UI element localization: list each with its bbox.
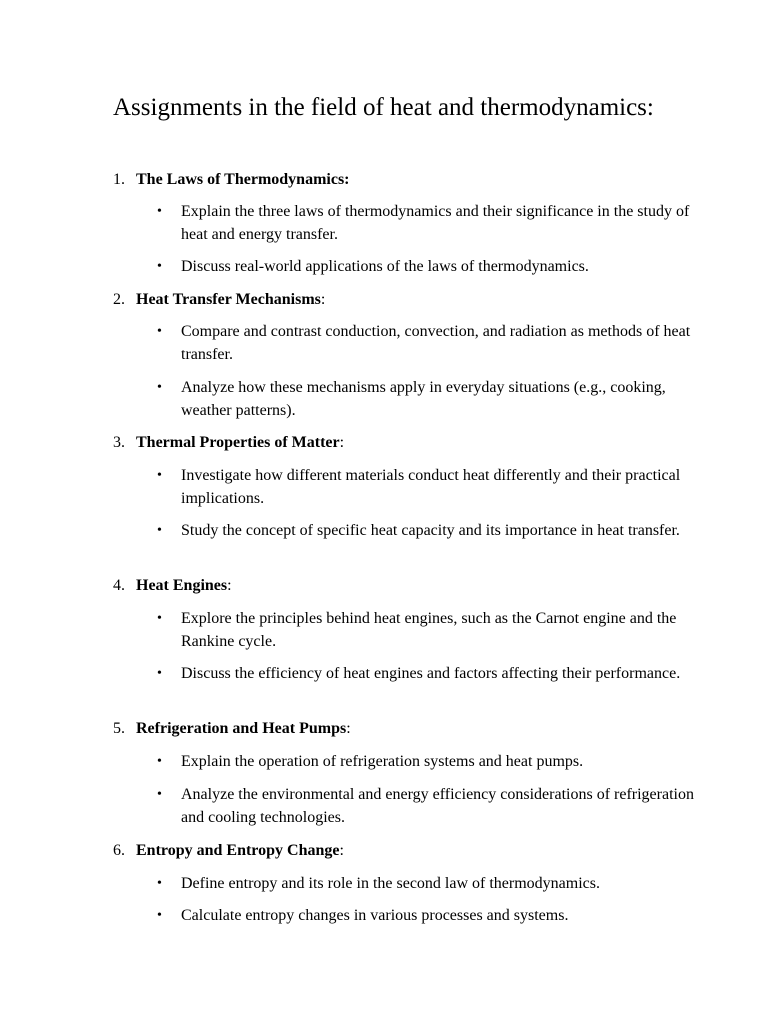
list-item-text: Explain the operation of refrigeration systems and heat pumps. xyxy=(181,753,584,770)
section-title-suffix: : xyxy=(339,434,345,451)
list-item xyxy=(157,465,697,510)
list-item-text: Explore the principles behind heat engines, such as the Carnot engine and the Rankine cycle. xyxy=(181,610,677,650)
list-item xyxy=(157,201,697,246)
bullet-icon: • xyxy=(157,259,162,274)
section-title: Entropy and Entropy Change xyxy=(136,842,340,859)
list-item xyxy=(157,751,697,774)
section-heading xyxy=(113,169,350,191)
bullet-icon: • xyxy=(157,611,162,626)
bullet-icon: • xyxy=(157,523,162,538)
list-item xyxy=(157,608,697,653)
section-heading xyxy=(113,840,344,862)
section-title-suffix: : xyxy=(339,842,344,859)
bullet-icon: • xyxy=(157,468,162,483)
section-title: Refrigeration and Heat Pumps xyxy=(136,720,347,737)
section-heading xyxy=(113,289,325,311)
list-item-text: Discuss the efficiency of heat engines and factors affecting their performance. xyxy=(181,665,681,682)
bullet-icon: • xyxy=(157,908,162,923)
list-item-text: Analyze how these mechanisms apply in everyday situations (e.g., cooking, weather patterns). xyxy=(181,379,666,419)
bullet-icon: • xyxy=(157,324,162,339)
section-number: 5. xyxy=(113,720,125,737)
list-item-text: Compare and contrast conduction, convection, and radiation as methods of heat transfer. xyxy=(181,323,691,363)
section-heading xyxy=(113,432,344,454)
bullet-icon: • xyxy=(157,876,162,891)
section-number: 3. xyxy=(113,434,125,451)
section-title: Heat Transfer Mechanisms xyxy=(136,291,321,308)
section-heading xyxy=(113,575,232,597)
bullet-icon: • xyxy=(157,754,162,769)
list-item xyxy=(157,256,697,279)
section-number: 2. xyxy=(113,291,125,308)
section-number: 6. xyxy=(113,842,125,859)
list-item-text: Discuss real-world applications of the laws of thermodynamics. xyxy=(181,258,589,275)
list-item-text: Explain the three laws of thermodynamics and their significance in the study of heat and energy transfer. xyxy=(181,203,690,243)
list-item xyxy=(157,520,697,543)
list-item-text: Define entropy and its role in the second law of thermodynamics. xyxy=(181,875,600,892)
list-item-text: Calculate entropy changes in various processes and systems. xyxy=(181,907,569,924)
section-title: The Laws of Thermodynamics: xyxy=(136,171,350,188)
section-heading xyxy=(113,718,351,740)
list-item xyxy=(157,905,697,928)
list-item-text: Investigate how different materials conduct heat differently and their practical implications. xyxy=(181,467,681,507)
section-number: 4. xyxy=(113,577,125,594)
section-title-suffix: : xyxy=(346,720,351,737)
list-item xyxy=(157,663,697,686)
list-item xyxy=(157,873,697,896)
section-title-suffix: : xyxy=(227,577,232,594)
list-item xyxy=(157,784,697,829)
section-title-suffix: : xyxy=(320,291,326,308)
section-number: 1. xyxy=(113,171,125,188)
bullet-icon: • xyxy=(157,380,162,395)
section-title: Thermal Properties of Matter xyxy=(136,434,340,451)
section-title: Heat Engines xyxy=(136,577,228,594)
list-item xyxy=(157,321,697,366)
bullet-icon: • xyxy=(157,787,162,802)
bullet-icon: • xyxy=(157,666,162,681)
list-item xyxy=(157,377,697,422)
list-item-text: Study the concept of specific heat capacity and its importance in heat transfer. xyxy=(181,522,680,539)
bullet-icon: • xyxy=(157,204,162,219)
document-title: Assignments in the field of heat and thermodynamics: xyxy=(113,94,654,121)
list-item-text: Analyze the environmental and energy efficiency considerations of refrigeration and cooling technologies. xyxy=(181,786,694,826)
